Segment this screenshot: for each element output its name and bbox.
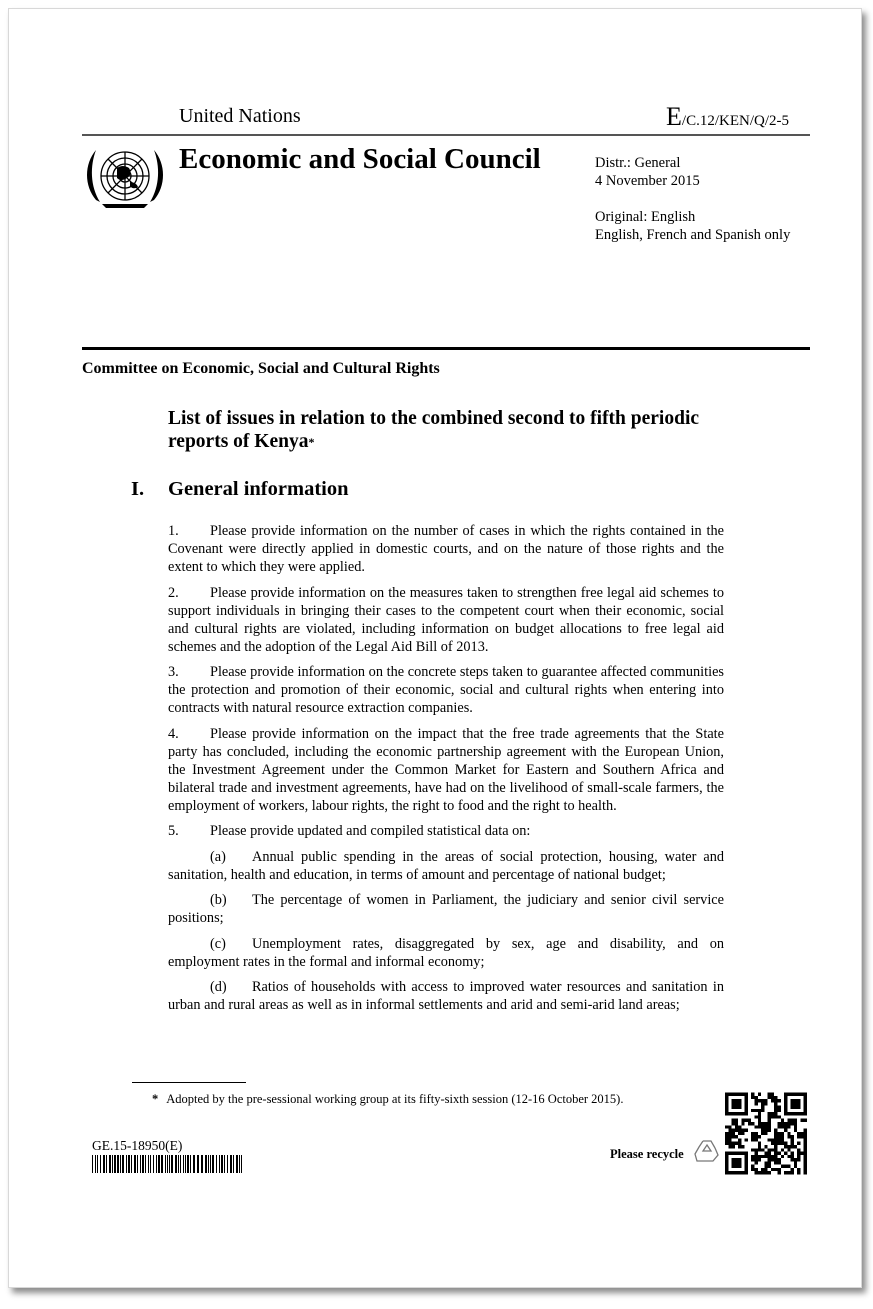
heading-rule: [82, 347, 810, 350]
languages: English, French and Spanish only: [595, 227, 791, 243]
barcode-icon: [92, 1155, 242, 1173]
footnote: * Adopted by the pre-sessional working group at its fifty-sixth session (12-16 October 2015).: [152, 1092, 624, 1106]
paragraph: 2. Please provide information on the measures taken to strengthen free legal aid schemes to support individuals in bringing their cases to the competent court when their economic, social and cultural rights are violated, including information on budget allocations to free legal aid schemes and the adoption of the Legal Aid Bill of 2013.: [168, 584, 724, 655]
title-footnote-marker[interactable]: *: [308, 435, 315, 449]
header-rule: [82, 134, 810, 136]
recycle-label: Please recycle: [610, 1147, 684, 1161]
recycle-icon: [693, 1137, 721, 1165]
original-language: Original: English: [595, 209, 696, 225]
paragraph: 3. Please provide information on the concrete steps taken to guarantee affected communities the protection and promotion of their economic, social and cultural rights when entering into contracts with natural resource extraction companies.: [168, 664, 724, 716]
organization-name: United Nations: [179, 105, 301, 127]
sub-item: (a) Annual public spending in the areas of social protection, housing, water and sanitation, health and education, in terms of amount and percentage of national budget;: [168, 848, 724, 883]
sub-item: (c) Unemployment rates, disaggregated by sex, age and disability, and on employment rates in the formal and informal economy;: [168, 935, 724, 970]
footnote-rule: [132, 1082, 246, 1083]
paragraph: 1. Please provide information on the number of cases in which the rights contained in the Covenant were directly applied in domestic courts, and on the nature of those rights and the extent to which they were applied.: [168, 523, 724, 575]
paragraph: 5. Please provide updated and compiled statistical data on:: [168, 823, 531, 839]
qr-code-icon: [725, 1092, 807, 1175]
section-title: General information: [168, 478, 349, 500]
document-symbol: [666, 102, 789, 132]
document-body: [168, 522, 724, 1022]
issue-date: 4 November 2015: [595, 173, 700, 189]
distribution-info: [595, 154, 790, 244]
committee-name: Committee on Economic, Social and Cultural Rights: [82, 360, 440, 377]
document-title: [168, 407, 728, 454]
title-text: List of issues in relation to the combined second to fifth periodic reports of Kenya: [168, 408, 700, 452]
council-name: Economic and Social Council: [179, 143, 541, 175]
section-number: I.: [131, 478, 145, 500]
symbol-prefix: E: [666, 102, 682, 131]
sub-item: (d) Ratios of households with access to improved water resources and sanitation in urban and rural areas as well as in informal settlements and arid and semi-arid land areas;: [168, 979, 724, 1013]
distribution: Distr.: General: [595, 155, 681, 171]
document-page: [8, 8, 862, 1288]
un-emblem-icon: [82, 142, 168, 214]
paragraph: 4. Please provide information on the impact that the free trade agreements that the State party has concluded, including the economic partnership agreement with the European Union, the Investment Agreement under the Common Market for Eastern and Southern Africa and bilateral trade and investment agreements, have had on the livelihood of small-scale farmers, the employment of workers, labour rights, the right to food and the right to health.: [168, 725, 724, 814]
sub-item: (b) The percentage of women in Parliament, the judiciary and senior civil service positions;: [168, 892, 724, 926]
document-number: GE.15-18950(E): [92, 1138, 183, 1153]
symbol-rest: /C.12/KEN/Q/2-5: [681, 113, 789, 129]
